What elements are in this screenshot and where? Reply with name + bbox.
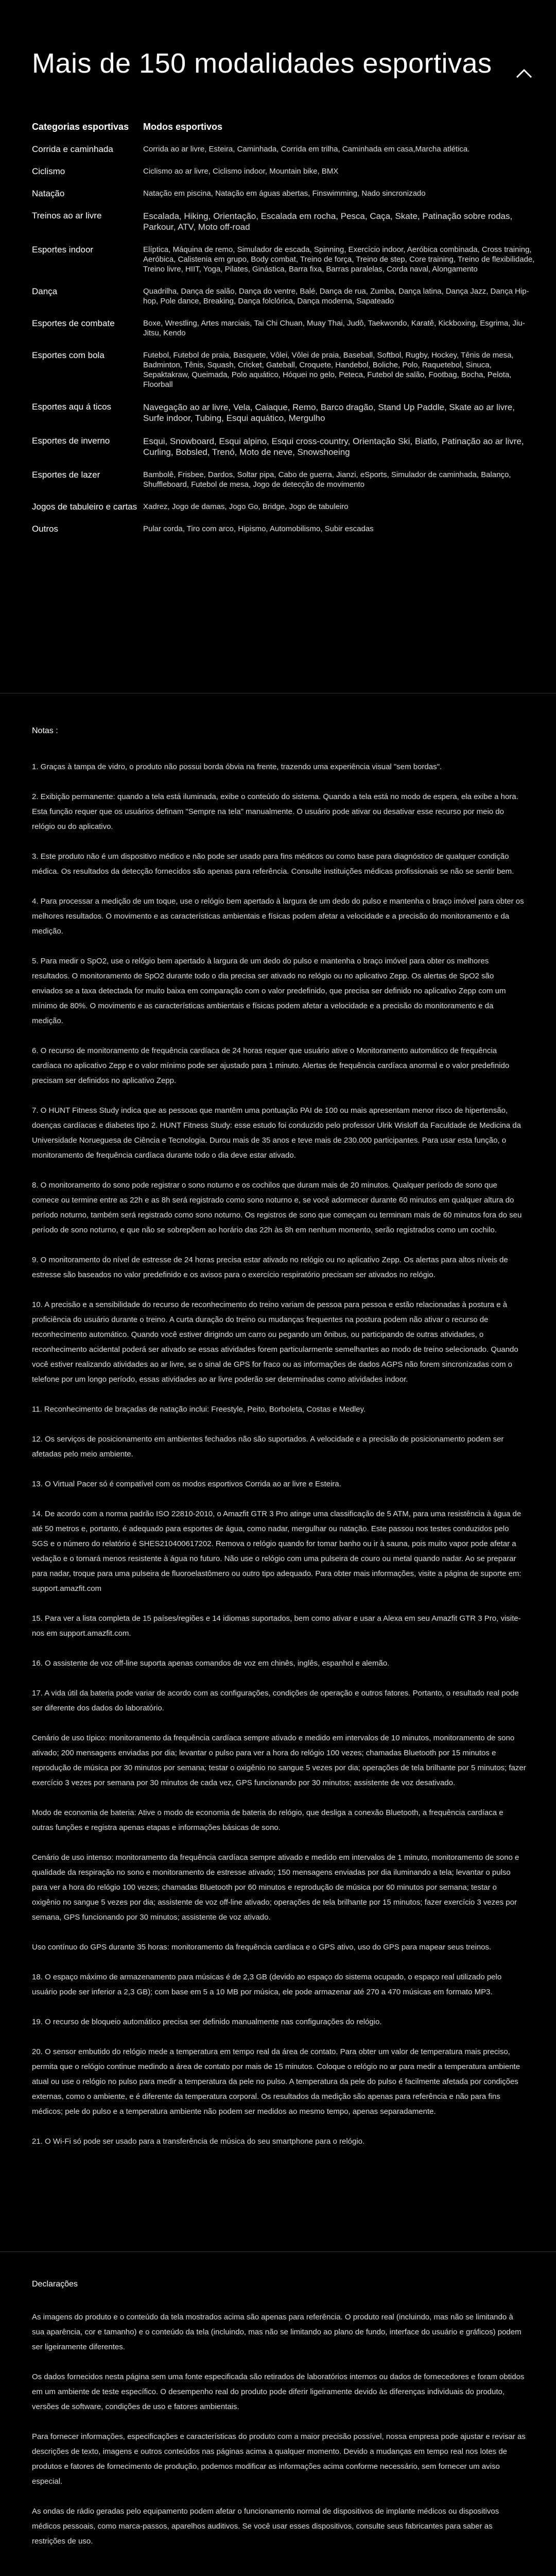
- note-item: 6. O recurso de monitoramento de frequência cardíaca de 24 horas requer que usuário ative o Monitoramento automático de frequência cardíaca no aplicativo Zepp e o valor mínimo pode ser ajustado para 1 minuto. Alertas de frequência cardíaca anormal e o valor predefinido precisam ser definidos no aplicativo Zepp.: [32, 1046, 510, 1085]
- modes-cell: Quadrilha, Dança de salão, Dança do ventre, Balé, Dança de rua, Zumba, Dança latina, Dança Jazz, Dança Hip-hop, Pole dance, Breaking, Dança folclórica, Dança moderna, Sapateado: [143, 287, 529, 306]
- table-row: [32, 166, 536, 189]
- modes-cell: Xadrez, Jogo de damas, Jogo Go, Bridge, Jogo de tabuleiro: [143, 502, 349, 511]
- category-cell: Esportes de inverno: [32, 436, 110, 446]
- note-item: 15. Para ver a lista completa de 15 países/regiões e 14 idiomas suportados, bem como ativar e usar a Alexa em seu Amazfit GTR 3 Pro, visite-nos em support.amazfit.com.: [32, 1614, 521, 1638]
- table-row: [32, 470, 536, 502]
- table-row: [32, 524, 536, 546]
- category-cell: Outros: [32, 524, 59, 534]
- declaration-item: Para fornecer informações, especificações e características do produto com a maior precisão possível, nossa empresa pode ajustar e revisar as descrições de texto, imagens e outros conteúdos nas páginas acima a qualquer momento. Devido a mudanças em tempo real nos lotes de produtos e fatores de fornecimento de produção, podemos modificar as informações acima conforme necessário, sem fornecer um aviso especial.: [32, 2432, 526, 2486]
- modes-cell: Elíptica, Máquina de remo, Simulador de escada, Spinning, Exercício indoor, Aeróbica combinada, Cross training, Aeróbica, Calistenia em grupo, Body combat, Treino de força, Treino de step, Core training, Treino de flexibilidade, Treino livre, HIIT, Yoga, Pilates, Ginástica, Barra fixa, Barras paralelas, Corda naval, Alongamento: [143, 245, 535, 274]
- notes-section: [32, 726, 526, 2164]
- table-row: [32, 189, 536, 211]
- modes-cell: Ciclismo ao ar livre, Ciclismo indoor, Mountain bike, BMX: [143, 167, 339, 176]
- table-row: [32, 350, 536, 402]
- column-header-modes: Modos esportivos: [143, 122, 223, 132]
- table-row: [32, 211, 536, 245]
- declaration-item: As ondas de rádio geradas pelo equipamento podem afetar o funcionamento normal de dispositivos de implante médicos ou dispositivos médicos pessoais, como marca-passos, aparelhos auditivos. Se você usar esses dispositivos, consulte seus fabricantes para saber as restrições de uso.: [32, 2507, 499, 2546]
- note-item: 5. Para medir o SpO2, use o relógio bem apertado à largura de um dedo do pulso e mantenha o braço imóvel para obter os melhores resultados. O monitoramento de SpO2 durante todo o dia precisa ser ativado no relógio ou no aplicativo Zepp. Os alertas de SpO2 são enviados se a taxa detectada for muito baixa em comparação com o valor predefinido, que precisa ser definido no aplicativo Zepp com um mínimo de 80%. O movimento e as características ambientais e físicas podem afetar a velocidade e a precisão do monitoramento e da medição.: [32, 957, 506, 1025]
- modes-cell: Boxe, Wrestling, Artes marciais, Tai Chi Chuan, Muay Thai, Judô, Taekwondo, Karatê, Kickboxing, Esgrima, Jiu-Jitsu, Kendo: [143, 319, 525, 337]
- category-cell: Natação: [32, 189, 65, 198]
- modes-cell: Bambolê, Frisbee, Dardos, Soltar pipa, Cabo de guerra, Jianzi, eSports, Simulador de caminhada, Balanço, Shuffleboard, Futebol de mesa, Jogo de detecção de movimento: [143, 470, 511, 489]
- note-item: 14. De acordo com a norma padrão ISO 22810-2010, o Amazfit GTR 3 Pro atinge uma classificação de 5 ATM, para uma resistência à água de até 50 metros e, portanto, é adequado para esportes de água, como nadar, mergulhar ou natação. Este passou nos testes conduzidos pelo SGS e o número do relatório é SHES210400617202. Remova o relógio quando for tomar banho ou ir à sauna, pois muito vapor pode afetar a vedação e o tornará menos resistente à água no futuro. Não use o relógio com uma pulseira de couro ou metal quando nadar. Ao se preparar para nadar, troque para uma pulseira de fluoroelastômero ou outro tipo adequado. Para obter mais informações, visite a página de suporte em: support.amazfit.com: [32, 1510, 522, 1593]
- note-item: 12. Os serviços de posicionamento em ambientes fechados não são suportados. A velocidade e a precisão de posicionamento podem ser afetadas pelo meio ambiente.: [32, 1435, 504, 1459]
- note-item: 8. O monitoramento do sono pode registrar o sono noturno e os cochilos que duram mais de 20 minutos. Qualquer período de sono que comece ou termine entre as 22h e as 8h será registrado como sono noturno e, se você adormecer durante 60 minutos em qualquer altura do período noturno, também será registrado como sono noturno. Os registros de sono que começam ou terminam mais de 60 minutos fora do seu período de sono noturno, e que não se sobrepõem ao horário das 22h às 8h em nenhum momento, serão registrados como um cochilo.: [32, 1181, 522, 1234]
- category-cell: Esportes de combate: [32, 318, 115, 328]
- category-cell: Dança: [32, 286, 58, 296]
- table-row: [32, 436, 536, 470]
- note-item: 20. O sensor embutido do relógio mede a temperatura em tempo real da área de contato. Para obter um valor de temperatura mais preciso, permita que o relógio continue medindo a área de contato por mais de 15 minutos. Coloque o relógio no ar para medir a temperatura ambiente atual ou use o relógio no pulso para medir a temperatura da pele no pulso. A temperatura da pele do pulso é facilmente afetada por condições externas, como o ambiente, e é diferente da temperatura corporal. Os resultados da medição são apenas para referência e não para fins médicos; pele do pulso e a temperatura ambiente não podem ser medidos ao mesmo tempo, apenas separadamente.: [32, 2047, 520, 2116]
- note-item: 9. O monitoramento do nível de estresse de 24 horas precisa estar ativado no relógio ou no aplicativo Zepp. Os alertas para altos níveis de estresse são baseados no valor predefinido e os avisos para o exercício respiratório precisam ser ativados no relógio.: [32, 1256, 508, 1279]
- category-cell: Ciclismo: [32, 166, 65, 176]
- table-row: [32, 402, 536, 436]
- declarations-section: [32, 2280, 526, 2564]
- note-item: Uso contínuo do GPS durante 35 horas: monitoramento da frequência cardíaca e o GPS ativo, uso do GPS para mapear seus treinos.: [32, 1943, 492, 1952]
- category-cell: Jogos de tabuleiro e cartas: [32, 502, 137, 512]
- modes-cell: Navegação ao ar livre, Vela, Caiaque, Remo, Barco dragão, Stand Up Paddle, Skate ao ar livre, Surfe indoor, Tubing, Esqui aquático, Mergulho: [143, 402, 515, 423]
- column-header-category: Categorias esportivas: [32, 122, 129, 132]
- category-cell: Treinos ao ar livre: [32, 211, 102, 221]
- note-item: 19. O recurso de bloqueio automático precisa ser definido manualmente nas configurações do relógio.: [32, 2018, 382, 2026]
- note-item: Cenário de uso intenso: monitoramento da frequência cardíaca sempre ativado e medido em intervalos de 1 minuto, monitoramento de sono e qualidade da respiração no sono e monitoramento de estresse ativado; 150 mensagens enviadas por dia iluminando a tela; levantar o pulso para ver a hora do relógio 100 vezes; chamadas Bluetooth por 60 minutos e reprodução de música por 60 minutos por semana; testar o oxigênio no sangue 5 vezes por dia; assistente de voz off-line ativado; operações de tela brilhante por 15 minutos; fazer exercício 3 vezes por semana, GPS funcionando por 30 minutos; assistente de voz ativado.: [32, 1853, 519, 1922]
- declarations-heading: Declarações: [32, 2280, 78, 2289]
- modes-cell: Pular corda, Tiro com arco, Hipismo, Automobilismo, Subir escadas: [143, 524, 374, 533]
- note-item: 11. Reconhecimento de braçadas de natação inclui: Freestyle, Peito, Borboleta, Costas e Medley.: [32, 1405, 366, 1414]
- table-row: [32, 144, 536, 166]
- note-item: 1. Graças à tampa de vidro, o produto não possui borda óbvia na frente, trazendo uma experiência visual "sem bordas".: [32, 762, 442, 771]
- note-item: 17. A vida útil da bateria pode variar de acordo com as configurações, condições de operação e outros fatores. Portanto, o resultado real pode ser diferente dos dados do laboratório.: [32, 1689, 519, 1713]
- notes-heading: Notas :: [32, 726, 58, 735]
- declaration-item: As imagens do produto e o conteúdo da tela mostrados acima são apenas para referência. O produto real (incluindo, mas não se limitando à sua aparência, cor e tamanho) e o conteúdo da tela (incluindo, mas não se limitando ao plano de fundo, interface do usuário e gráficos) podem ser ligeiramente diferentes.: [32, 2313, 522, 2351]
- category-cell: Esportes de lazer: [32, 470, 100, 480]
- modes-cell: Futebol, Futebol de praia, Basquete, Vôlei, Vôlei de praia, Baseball, Softbol, Rugby, Hockey, Tênis de mesa, Badminton, Tênis, Squash, Cricket, Gateball, Croquete, Handebol, Boliche, Polo, Raquetebol, Sinuca, Sepaktakraw, Queimada, Polo aquático, Hóquei no gelo, Peteca, Futebol de salão, Footbag, Bocha, Pelota, Floorball: [143, 351, 514, 389]
- note-item: 2. Exibição permanente: quando a tela está iluminada, exibe o conteúdo do sistema. Quando a tela está no modo de espera, ela exibe a hora. Esta função requer que os usuários definam "Sempre na tela" manualmente. O usuário pode ativar ou desativar esse recurso por meio do relógio ou do aplicativo.: [32, 792, 518, 831]
- note-item: 4. Para processar a medição de um toque, use o relógio bem apertado à largura de um dedo do pulso e mantenha o braço imóvel para obter os melhores resultados. O movimento e as características ambientais e físicas podem afetar a velocidade e a precisão do monitoramento e da medição.: [32, 897, 524, 936]
- table-row: [32, 245, 536, 286]
- modes-cell: Esqui, Snowboard, Esqui alpino, Esqui cross-country, Orientação Ski, Biatlo, Patinação ao ar livre, Curling, Bobsled, Trenó, Moto de neve, Snowshoeing: [143, 436, 524, 457]
- modes-cell: Escalada, Hiking, Orientação, Escalada em rocha, Pesca, Caça, Skate, Patinação sobre rodas, Parkour, ATV, Moto off-road: [143, 211, 513, 232]
- modes-cell: Natação em piscina, Natação em águas abertas, Finswimming, Nado sincronizado: [143, 189, 426, 198]
- table-row: [32, 318, 536, 350]
- category-cell: Esportes aqu á ticos: [32, 402, 112, 412]
- note-item: 10. A precisão e a sensibilidade do recurso de reconhecimento do treino variam de pessoa para pessoa e estão relacionadas à postura e à proficiência do usuário durante o treino. A curta duração do treino ou mudanças frequentes na postura podem não ativar o recurso de reconhecimento automático. Quando você estiver dirigindo um carro ou pegando um ônibus, ou participando de outras atividades, o reconhecimento acidental poderá ser ativado se essas atividades forem particularmente semelhantes ao modo de treino selecionado. Quando você estiver realizando atividades ao ar livre, se o sinal de GPS for fraco ou as informações de dados AGPS não forem sincronizadas com o telefone por um longo período, essas atividades ao ar livre poderão ser determinadas como atividades indoor.: [32, 1300, 518, 1384]
- category-cell: Esportes indoor: [32, 245, 94, 255]
- modes-cell: Corrida ao ar livre, Esteira, Caminhada, Corrida em trilha, Caminhada em casa,Marcha atlética.: [143, 145, 470, 154]
- declaration-item: Os dados fornecidos nesta página sem uma fonte especificada são retirados de laboratórios internos ou dados de fornecedores e foram obtidos em um ambiente de teste específico. O desempenho real do produto pode diferir ligeiramente devido às diferenças individuais do produto, versões de software, condições de uso e fatores ambientais.: [32, 2372, 525, 2411]
- note-item: 3. Este produto não é um dispositivo médico e não pode ser usado para fins médicos ou como base para diagnóstico de qualquer condição médica. Os resultados da detecção fornecidos são apenas para referência. Consulte instituições médicas profissionais se não se sentir bem.: [32, 852, 514, 876]
- note-item: Modo de economia de bateria: Ative o modo de economia de bateria do relógio, que desliga a conexão Bluetooth, a frequência cardíaca e outras funções e registra apenas etapas e informações básicas de sono.: [32, 1808, 503, 1832]
- section-divider: [0, 2251, 556, 2252]
- section-header: [0, 0, 556, 82]
- table-row: [32, 286, 536, 318]
- category-cell: Esportes com bola: [32, 350, 105, 360]
- note-item: 21. O Wi-Fi só pode ser usado para a transferência de música do seu smartphone para o relógio.: [32, 2137, 365, 2146]
- sport-modes-table: [32, 122, 536, 546]
- table-row: [32, 502, 536, 524]
- chevron-up-icon[interactable]: [514, 67, 534, 79]
- note-item: 16. O assistente de voz off-line suporta apenas comandos de voz em chinês, inglês, espanhol e alemão.: [32, 1659, 390, 1668]
- note-item: 13. O Virtual Pacer só é compatível com os modos esportivos Corrida ao ar livre e Esteira.: [32, 1480, 341, 1488]
- note-item: 18. O espaço máximo de armazenamento para músicas é de 2,3 GB (devido ao espaço do sistema ocupado, o espaço real utilizado pelo usuário pode ser inferior a 2,3 GB); com base em 5 a 10 MB por música, ele pode armazenar até 270 a 470 músicas em formato MP3.: [32, 1973, 502, 1996]
- section-title: Mais de 150 modalidades esportivas: [32, 48, 492, 79]
- note-item: Cenário de uso típico: monitoramento da frequência cardíaca sempre ativado e medido em intervalos de 10 minutos, monitoramento de sono ativado; 200 mensagens enviadas por dia; levantar o pulso para ver a hora do relógio 100 vezes; chamadas Bluetooth por 15 minutos e reprodução de música por 30 minutos por semana; testar o oxigênio no sangue 5 vezes por dia; operações de tela brilhante por 5 minutos; fazer exercício 3 vezes por semana por 30 minutos de cada vez, GPS funcionando por 30 minutos; assistente de voz desativado.: [32, 1734, 526, 1787]
- category-cell: Corrida e caminhada: [32, 144, 113, 154]
- note-item: 7. O HUNT Fitness Study indica que as pessoas que mantêm uma pontuação PAI de 100 ou mais apresentam menor risco de hipertensão, doenças cardíacas e diabetes tipo 2. HUNT Fitness Study: esse estudo foi conduzido pelo professor Ulrik Wisloff da Faculdade de Medicina da Universidade Norueguesa de Ciência e Tecnologia. Durou mais de 35 anos e teve mais de 230.000 participantes. Para usar esta função, o monitoramento de frequência cardíaca durante todo o dia deve estar ativado.: [32, 1106, 521, 1160]
